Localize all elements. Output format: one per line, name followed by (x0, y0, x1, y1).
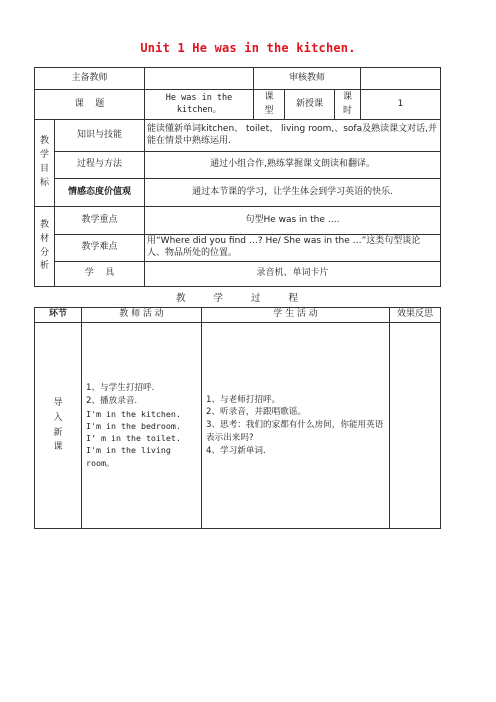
reviewer-label: 审核教师 (254, 68, 361, 90)
difficulty-text: 用“Where did you find …? He/ She was in the …”这类句型谈论人、物品所处的位置。 (145, 235, 441, 262)
teacher-line: 2、播放录音. (86, 395, 138, 406)
process-title: 教 学 过 程 (175, 293, 299, 304)
student-line: 3、思考：我们的家都有什么房间，你能用英语表示出来吗? (206, 420, 384, 443)
student-line: 1、与老师打招呼。 (206, 394, 281, 405)
lead-teacher-label: 主备教师 (35, 68, 145, 90)
objective-text: 能读懂新单词kitchen、 toilet、 living room,、sofa及熟读课文对话,并能在情景中熟练运用. (145, 120, 441, 152)
process-table (34, 307, 441, 529)
tools-text: 录音机、单词卡片 (145, 262, 441, 287)
lead-teacher-value (145, 68, 254, 90)
type-value: 新授课 (285, 90, 335, 120)
student-line: 2、听录音，并跟唱歌谣。 (206, 407, 306, 418)
student-activity (202, 323, 390, 529)
teacher-line: 1、与学生打招呼. (86, 383, 155, 394)
column-header: 效果反思 (390, 308, 441, 323)
tools-label: 学 具 (55, 262, 145, 287)
lesson-info-table (34, 67, 441, 287)
teacher-line: I’ m in the toilet. (86, 433, 181, 444)
objective-label: 过程与方法 (55, 152, 145, 179)
teacher-line: I'm in the living (86, 445, 171, 456)
difficulty-label: 教学难点 (55, 235, 145, 262)
analysis-group-label: 教材分析 (35, 207, 55, 287)
student-line: 4、学习新单词. (206, 445, 266, 456)
reflection-cell (390, 323, 441, 529)
column-header: 学 生 活 动 (202, 308, 390, 323)
hours-label: 课时 (335, 90, 361, 120)
teacher-line: I'm in the kitchen. (86, 408, 181, 419)
hours-value: 1 (361, 90, 441, 120)
topic-value: He was in the kitchen。 (145, 90, 254, 120)
objective-label: 知识与技能 (55, 120, 145, 152)
objective-text: 通过小组合作,熟练掌握课文朗读和翻译。 (145, 152, 441, 179)
teacher-line: room。 (86, 457, 115, 468)
teacher-line: I'm in the bedroom. (86, 420, 181, 431)
page-title: Unit 1 He was in the kitchen. (140, 41, 356, 55)
stage-label: 导入新课 (35, 323, 82, 529)
type-label: 课型 (254, 90, 285, 120)
reviewer-value (361, 68, 441, 90)
topic-label: 课 题 (35, 90, 145, 120)
column-header: 教 师 活 动 (82, 308, 202, 323)
objective-text: 通过本节课的学习，让学生体会到学习英语的快乐. (145, 179, 441, 207)
key-point-label: 教学重点 (55, 207, 145, 235)
key-point-text: 句型He was in the …. (145, 207, 441, 235)
objectives-group-label: 教学目标 (35, 120, 55, 207)
teacher-activity (82, 323, 202, 529)
column-header: 环节 (35, 308, 82, 323)
objective-label: 情感态度价值观 (55, 179, 145, 207)
